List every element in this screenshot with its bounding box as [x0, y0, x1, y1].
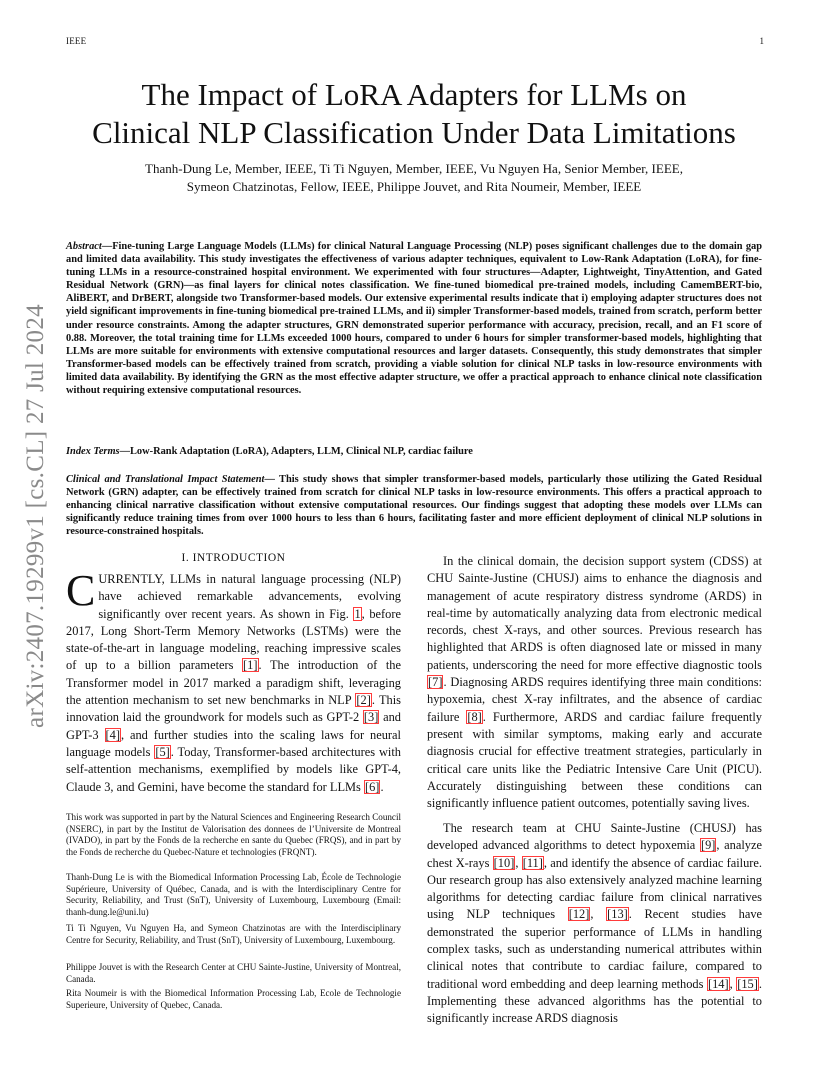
drop-cap: C: [66, 566, 96, 615]
intro-text: . This innovation laid the groundwork for models such as GPT-2: [66, 693, 401, 725]
citation-link[interactable]: [10]: [493, 855, 515, 870]
impact-text: — This study shows that simpler transformer-based models, particularly those utilizing the Gated Residual Network (GRN) adapter, can be effectively trained from scratch for clinical NLP tasks in low-resource environments. This offers a practical approach to enhancing clinical narrative classification without extensive computational resources. Our findings suggest that adopting these models over LLMs can significantly reduce training times from over 1000 hours to less than 6 hours, facilitating faster and more efficient deployment of clinical NLP solutions in resource-constrained hospitals.: [66, 474, 762, 538]
body-paragraph: [427, 553, 762, 812]
footnote-affiliation: Ti Ti Nguyen, Vu Nguyen Ha, and Symeon Chatzinotas are with the Interdisciplinary Centre for Security, Reliability, and Trust (SnT), University of Luxembourg, Luxembourg.: [66, 923, 401, 945]
body-text: ,: [515, 855, 522, 870]
arxiv-stamp-text: arXiv:2407.19299v1 [cs.CL] 27 Jul 2024: [22, 304, 49, 728]
intro-text: . The introduction of the Transformer model in 2017 marked a paradigm shift, leveraging the attention mechanism to set new benchmarks in NLP: [66, 658, 401, 708]
author-list: [66, 160, 762, 196]
footnote-affiliation: Rita Noumeir is with the Biomedical Information Processing Lab, Ecole de Technologie Superieure, University of Quebec, Canada.: [66, 988, 401, 1010]
figure-link[interactable]: 1: [354, 606, 361, 621]
body-text: . Implementing these advanced algorithms has the potential to significantly increase ARDS diagnosis: [427, 976, 762, 1026]
body-text: . Recent studies have demonstrated the superior performance of LLMs in handling complex tasks, such as understanding numerical attributes within clinical notes that contribute to cardiac failure, compared to traditional word embedding and deep learning methods: [427, 907, 763, 991]
citation-link[interactable]: [7]: [428, 675, 443, 690]
section-heading-introduction: I. INTRODUCTION: [181, 552, 286, 564]
citation-link[interactable]: [2]: [356, 693, 371, 708]
title-line-1: The Impact of LoRA Adapters for LLMs on: [141, 77, 687, 112]
abstract-lead: Abstract: [66, 241, 102, 252]
abstract: [66, 240, 762, 397]
body-text: In the clinical domain, the decision support system (CDSS) at CHU Sainte-Justine (CHUSJ) aims to enhance the diagnosis and management of acute respiratory distress syndrome (ARDS) in real-time by automatically analyzing data from electronic medical records, chest X-rays, and other sources. Previous research has highlighted that ARDS is often diagnosed late or missed in many patients, underscoring the need for more effective diagnostic tools: [427, 554, 762, 672]
page-number: 1: [759, 36, 764, 46]
index-terms-text: —Low-Rank Adaptation (LoRA), Adapters, LLM, Clinical NLP, cardiac failure: [119, 446, 473, 457]
footnote-affiliation: Thanh-Dung Le is with the Biomedical Information Processing Lab, École de Technologie Supérieure, University of Québec, Canada, and is with the Interdisciplinary Centre for Security, Reliability, and Trust (SnT), University of Luxembourg, Luxembourg (Email: thanh-dung.le@uni.lu): [66, 872, 401, 917]
body-text: ,: [729, 976, 737, 991]
body-text: ,: [590, 907, 607, 922]
citation-link[interactable]: [9]: [700, 838, 716, 853]
intro-text: .: [380, 779, 384, 794]
intro-paragraph: [66, 566, 401, 796]
title-line-2: Clinical NLP Classification Under Data Limitations: [92, 115, 736, 150]
citation-link[interactable]: [6]: [364, 779, 380, 794]
citation-link[interactable]: [11]: [522, 855, 543, 870]
body-text: The research team at CHU Sainte-Justine (CHUSJ) has developed advanced algorithms to detect hypoxemia: [427, 821, 762, 853]
footnote-funding: This work was supported in part by the Natural Sciences and Engineering Research Council (NSERC), in part by the Institut de Valorisation des donnees de l’Universite de Montreal (IVADO), in part by the Fonds de la recherche en sante du Quebec (FRQS), and in part by the Fonds de recherche du Quebec-Nature et technologies (FRQNT).: [66, 812, 401, 857]
body-text: , analyze chest X-rays: [427, 838, 762, 870]
arxiv-stamp: [6, 296, 66, 736]
abstract-text: —Fine-tuning Large Language Models (LLMs) for clinical Natural Language Processing (NLP) poses significant challenges due to the domain gap and limited data availability. This study investigates the effectiveness of various adapter techniques, equivalent to Low-Rank Adaptation (LoRA), for fine-tuning LLMs in a resource-constrained hospital environment. We experimented with four structures—Adapter, Lightweight, TinyAttention, and Gated Residual Network (GRN)—as final layers for clinical notes classification. We fine-tuned biomedical pre-trained models, including CamemBERT-bio, AliBERT, and DrBERT, alongside two Transformer-based models. Our extensive experimental results indicate that i) employing adapter structures does not yield significant improvements in fine-tuning biomedical pre-trained LLMs, and ii) simpler Transformer-based models, trained from scratch, perform better under resource constraints. Among the adapter structures, GRN demonstrated superior performance with accuracy, precision, recall, and an F1 score of 0.88. Moreover, the total training time for LLMs exceeded 1000 hours, compared to under 6 hours for simpler transformer-based models, highlighting that LLMs are more suitable for environments with extensive computational resources and larger datasets. Consequently, this study demonstrates that simpler Transformer-based models can be effectively trained from scratch, providing a viable solution for clinical NLP tasks in low-resource environments with limited data availability. By identifying the GRN as the most effective adapter structure, we offer a practical approach to enhance clinical note classification without requiring extensive computational resources.: [66, 241, 762, 397]
citation-link[interactable]: [13]: [607, 907, 628, 922]
index-terms-lead: Index Terms: [66, 446, 120, 457]
running-head: IEEE: [66, 36, 87, 46]
intro-text: URRENTLY, LLMs in natural language processing (NLP) have achieved remarkable advancements, evolving significantly over recent years. As shown in Fig.: [98, 572, 401, 621]
citation-link[interactable]: [14]: [707, 976, 729, 991]
body-paragraph: [427, 820, 762, 1028]
authors-line-2: Symeon Chatzinotas, Fellow, IEEE, Philippe Jouvet, and Rita Noumeir, Member, IEEE: [186, 179, 642, 194]
intro-text: . Today, Transformer-based architectures with self-attention mechanisms, exemplified by models like GPT-4, Claude 3, and Gemini, have become the standard for LLMs: [66, 744, 401, 794]
citation-link[interactable]: [15]: [737, 976, 758, 991]
impact-lead: Clinical and Translational Impact Statement: [66, 474, 265, 485]
body-text: . Diagnosing ARDS requires identifying three main conditions: hypoxemia, chest X-ray infiltrates, and the absence of cardiac failure: [427, 675, 762, 724]
body-text: , and identify the absence of cardiac failure. Our research group has also extensively analyzed machine learning algorithms for detecting cardiac failure from clinical narratives using NLP techniques: [427, 855, 762, 922]
citation-link[interactable]: [8]: [467, 709, 482, 724]
impact-statement: [66, 473, 762, 538]
citation-link[interactable]: [4]: [105, 727, 120, 742]
citation-link[interactable]: [5]: [155, 744, 170, 759]
paper-title: [66, 76, 762, 152]
citation-link[interactable]: [3]: [363, 710, 379, 725]
intro-text: and GPT-3: [66, 710, 401, 742]
intro-text: , before 2017, Long Short-Term Memory Networks (LSTMs) were the state-of-the-art in language modeling, reaching impressive scales of up to a billion parameters: [66, 606, 401, 673]
index-terms: [66, 445, 762, 458]
authors-line-1: Thanh-Dung Le, Member, IEEE, Ti Ti Nguyen, Member, IEEE, Vu Nguyen Ha, Senior Member, IEEE,: [145, 161, 683, 176]
citation-link[interactable]: [1]: [243, 658, 258, 673]
footnote-affiliation: Philippe Jouvet is with the Research Center at CHU Sainte-Justine, University of Montreal, Canada.: [66, 962, 401, 984]
citation-link[interactable]: [12]: [568, 907, 590, 922]
body-text: . Furthermore, ARDS and cardiac failure frequently present with similar symptoms, making early and accurate diagnosis crucial for effective treatment strategies, particularly in critical care units like the Pediatric Intensive Care Unit (PICU). Accurately distinguishing between these conditions can significantly influence patient outcomes, potentially saving lives.: [427, 709, 762, 811]
intro-text: , and further studies into the scaling laws for neural language models: [66, 727, 401, 759]
